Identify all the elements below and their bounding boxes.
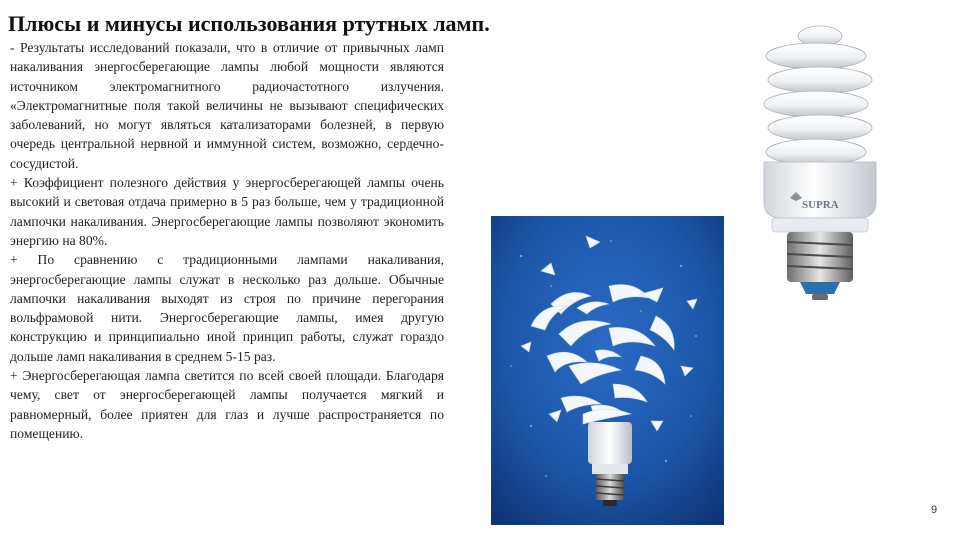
broken-cfl-lamp-image <box>491 216 724 525</box>
supra-cfl-lamp-image <box>750 22 890 312</box>
paragraph-emf: - Результаты исследований показали, что в отличие от привычных ламп накаливания энергосберегающие лампы любой мощности являются источником электромагнитного радиочастотного излучения. «Электромагнитные поля такой величины не вызывают специфических заболеваний, но могут являться катализаторами болезней, в первую очередь центральной нервной и иммунной систем, возможно, сердечно-сосудистой. <box>10 40 444 171</box>
body-text <box>10 38 444 443</box>
slide-title: Плюсы и минусы использования ртутных ламп. <box>8 11 490 36</box>
paragraph-light-quality: + Энергосберегающая лампа светится по всей своей площади. Благодаря чему, свет от энергосберегающей лампы получается мягкий и равномерный, более приятен для глаз и лучше распространяется по помещению. <box>10 368 444 441</box>
cfl-lamp-icon <box>750 22 890 312</box>
paragraph-efficiency: + Коэффициент полезного действия у энергосберегающей лампы очень высокий и световая отдача примерно в 5 раз больше, чем у традиционной лампочки накаливания. Энергосберегающие лампы позволяют экономить энергию на 80%. <box>10 175 444 248</box>
broken-lamp-icon <box>491 216 724 525</box>
paragraph-lifetime: + По сравнению с традиционными лампами накаливания, энергосберегающие лампы служат в несколько раз дольше. Обычные лампочки накаливания выходят из строя по причине перегорания вольфрамовой нити. Энергосберегающие лампы, имея другую конструкцию и принципиально иной принцип работы, служат гораздо дольше ламп накаливания в среднем 5-15 раз. <box>10 252 444 364</box>
page-number: 9 <box>930 504 938 516</box>
supra-brand-label: SUPRA <box>802 199 839 211</box>
